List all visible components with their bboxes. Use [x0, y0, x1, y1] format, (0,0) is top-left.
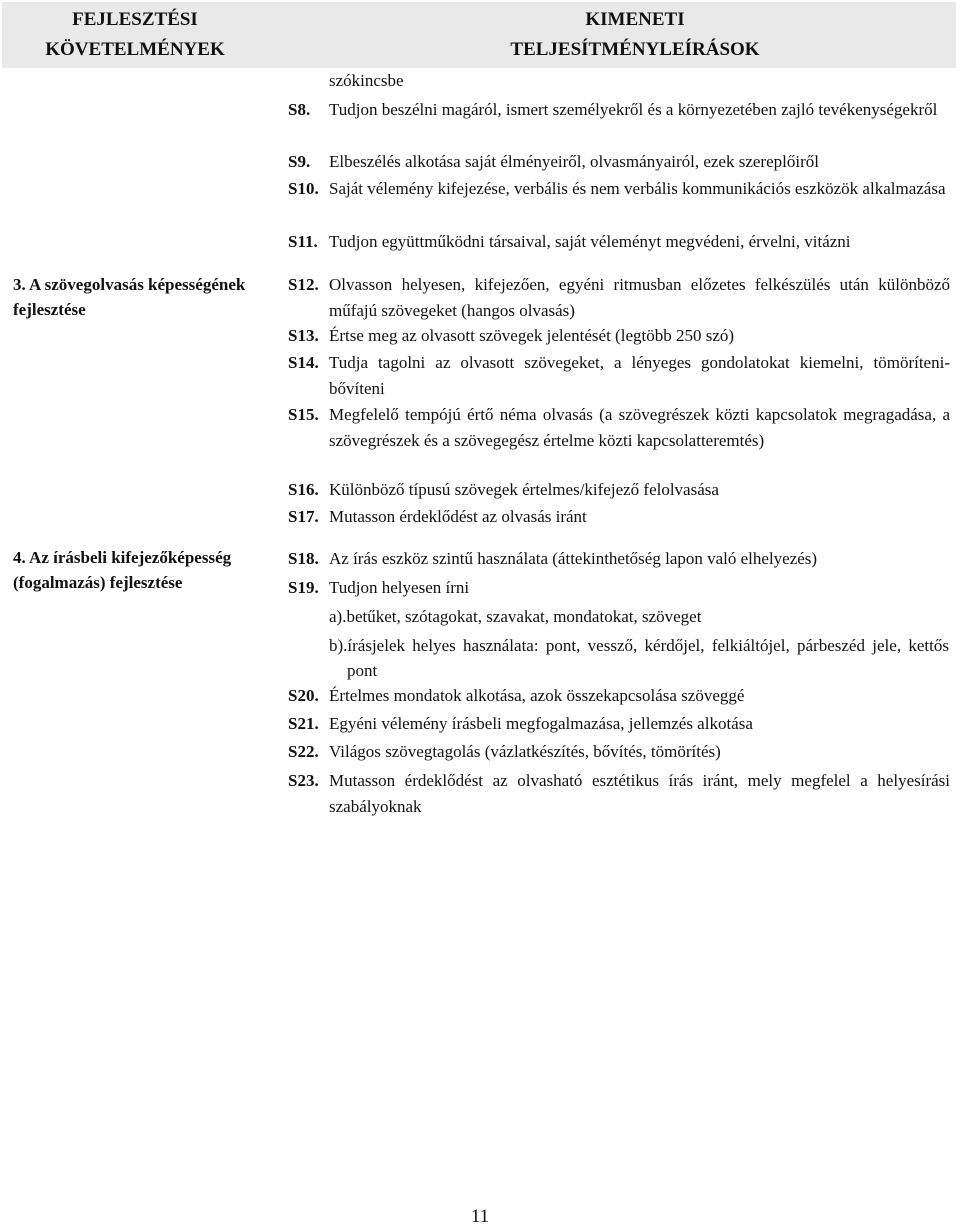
outcome-s23	[288, 768, 950, 819]
outcome-s8	[288, 97, 950, 123]
outcome-text: Tudjon helyesen írni	[329, 578, 470, 597]
outcome-s13	[288, 323, 950, 349]
outcome-code: S14.	[288, 353, 319, 372]
outcome-text: Értse meg az olvasott szövegek jelentését (legtöbb 250 szó)	[329, 326, 735, 345]
outcome-code: S13.	[288, 326, 319, 345]
outcome-s22	[288, 739, 950, 765]
outcome-text: Tudjon együttműködni társaival, saját véleményt megvédeni, érvelni, vitázni	[329, 232, 851, 251]
header-right-line2: TELJESÍTMÉNYLEÍRÁSOK	[510, 39, 760, 60]
outcome-code: S19.	[288, 578, 319, 597]
outcome-code: S11.	[288, 232, 318, 251]
outcome-text: Olvasson helyesen, kifejezően, egyéni ritmusban előzetes felkészülés után különböző műfajú szövegeket (hangos olvasás)	[329, 275, 950, 320]
outcome-code: S22.	[288, 742, 319, 761]
outcome-code: S9.	[288, 152, 311, 171]
outcome-text: Tudja tagolni az olvasott szövegeket, a lényeges gondolatokat kiemelni, tömöríteni-bővíteni	[329, 353, 950, 398]
outcome-s11	[288, 229, 950, 255]
outcome-text: Megfelelő tempójú értő néma olvasás (a szövegrészek közti kapcsolatok megragadása, a szövegrészek és a szövegegész értelme közti kapcsolatteremtés)	[329, 405, 950, 450]
outcome-code: S16.	[288, 480, 319, 499]
outcome-s17	[288, 504, 950, 530]
outcome-s18	[288, 546, 950, 572]
outcome-text: Tudjon beszélni magáról, ismert személyekről és a környezetében zajló tevékenységekről	[329, 100, 938, 119]
outcome-text: Világos szövegtagolás (vázlatkészítés, bővítés, tömörítés)	[329, 742, 721, 761]
outcome-code: S18.	[288, 549, 319, 568]
outcome-code: S15.	[288, 405, 319, 424]
header-left-line1: FEJLESZTÉSI	[72, 9, 198, 30]
outcome-s19-sub-b	[329, 633, 949, 683]
outcome-s16	[288, 477, 950, 503]
outcome-s12	[288, 272, 950, 323]
outcome-s10	[288, 176, 950, 202]
table-header	[2, 2, 956, 68]
outcome-s15	[288, 402, 950, 453]
header-right-line1: KIMENETI	[585, 9, 685, 30]
outcome-code: S21.	[288, 714, 319, 733]
header-left-line2: KÖVETELMÉNYEK	[45, 39, 225, 60]
requirement-3: 3. A szövegolvasás képességének fejlesztése	[13, 275, 246, 319]
outcome-text: Mutasson érdeklődést az olvasható esztétikus írás iránt, mely megfelel a helyesírási szabályoknak	[329, 771, 950, 816]
outcome-code: S12.	[288, 275, 319, 294]
outcome-text: Mutasson érdeklődést az olvasás iránt	[329, 507, 587, 526]
page-number: 11	[470, 1206, 490, 1227]
outcome-s19-sub-a	[329, 604, 949, 629]
outcome-s21	[288, 711, 950, 737]
header-requirements	[2, 2, 268, 68]
outcome-text: Különböző típusú szövegek értelmes/kifejező felolvasása	[329, 480, 719, 499]
outcome-text: Saját vélemény kifejezése, verbális és nem verbális kommunikációs eszközök alkalmazása	[329, 179, 946, 198]
outcome-s9	[288, 149, 950, 175]
outcome-s20	[288, 683, 950, 709]
outcome-text: Elbeszélés alkotása saját élményeiről, olvasmányairól, ezek szereplőiről	[329, 152, 819, 171]
header-outcomes	[314, 2, 956, 68]
outcome-code: S23.	[288, 771, 319, 790]
outcome-s19	[288, 575, 950, 601]
outcome-text: Az írás eszköz szintű használata (áttekinthetőség lapon való elhelyezés)	[329, 549, 818, 568]
outcome-s14	[288, 350, 950, 401]
requirement-4: 4. Az írásbeli kifejezőképesség (fogalmazás) fejlesztése	[13, 548, 232, 592]
sub-item-text: b).írásjelek helyes használata: pont, vessző, kérdőjel, felkiáltójel, párbeszéd jele, kettős pont	[329, 636, 949, 680]
outcome-code: S17.	[288, 507, 319, 526]
outcome-code: S10.	[288, 179, 319, 198]
outcome-code: S8.	[288, 100, 311, 119]
sub-item-text: a).betűket, szótagokat, szavakat, mondatokat, szöveget	[329, 607, 702, 626]
outcome-text: Egyéni vélemény írásbeli megfogalmazása, jellemzés alkotása	[329, 714, 753, 733]
outcome-text: Értelmes mondatok alkotása, azok összekapcsolása szöveggé	[329, 686, 745, 705]
continuation-text: szókincsbe	[329, 71, 404, 90]
outcome-code: S20.	[288, 686, 319, 705]
